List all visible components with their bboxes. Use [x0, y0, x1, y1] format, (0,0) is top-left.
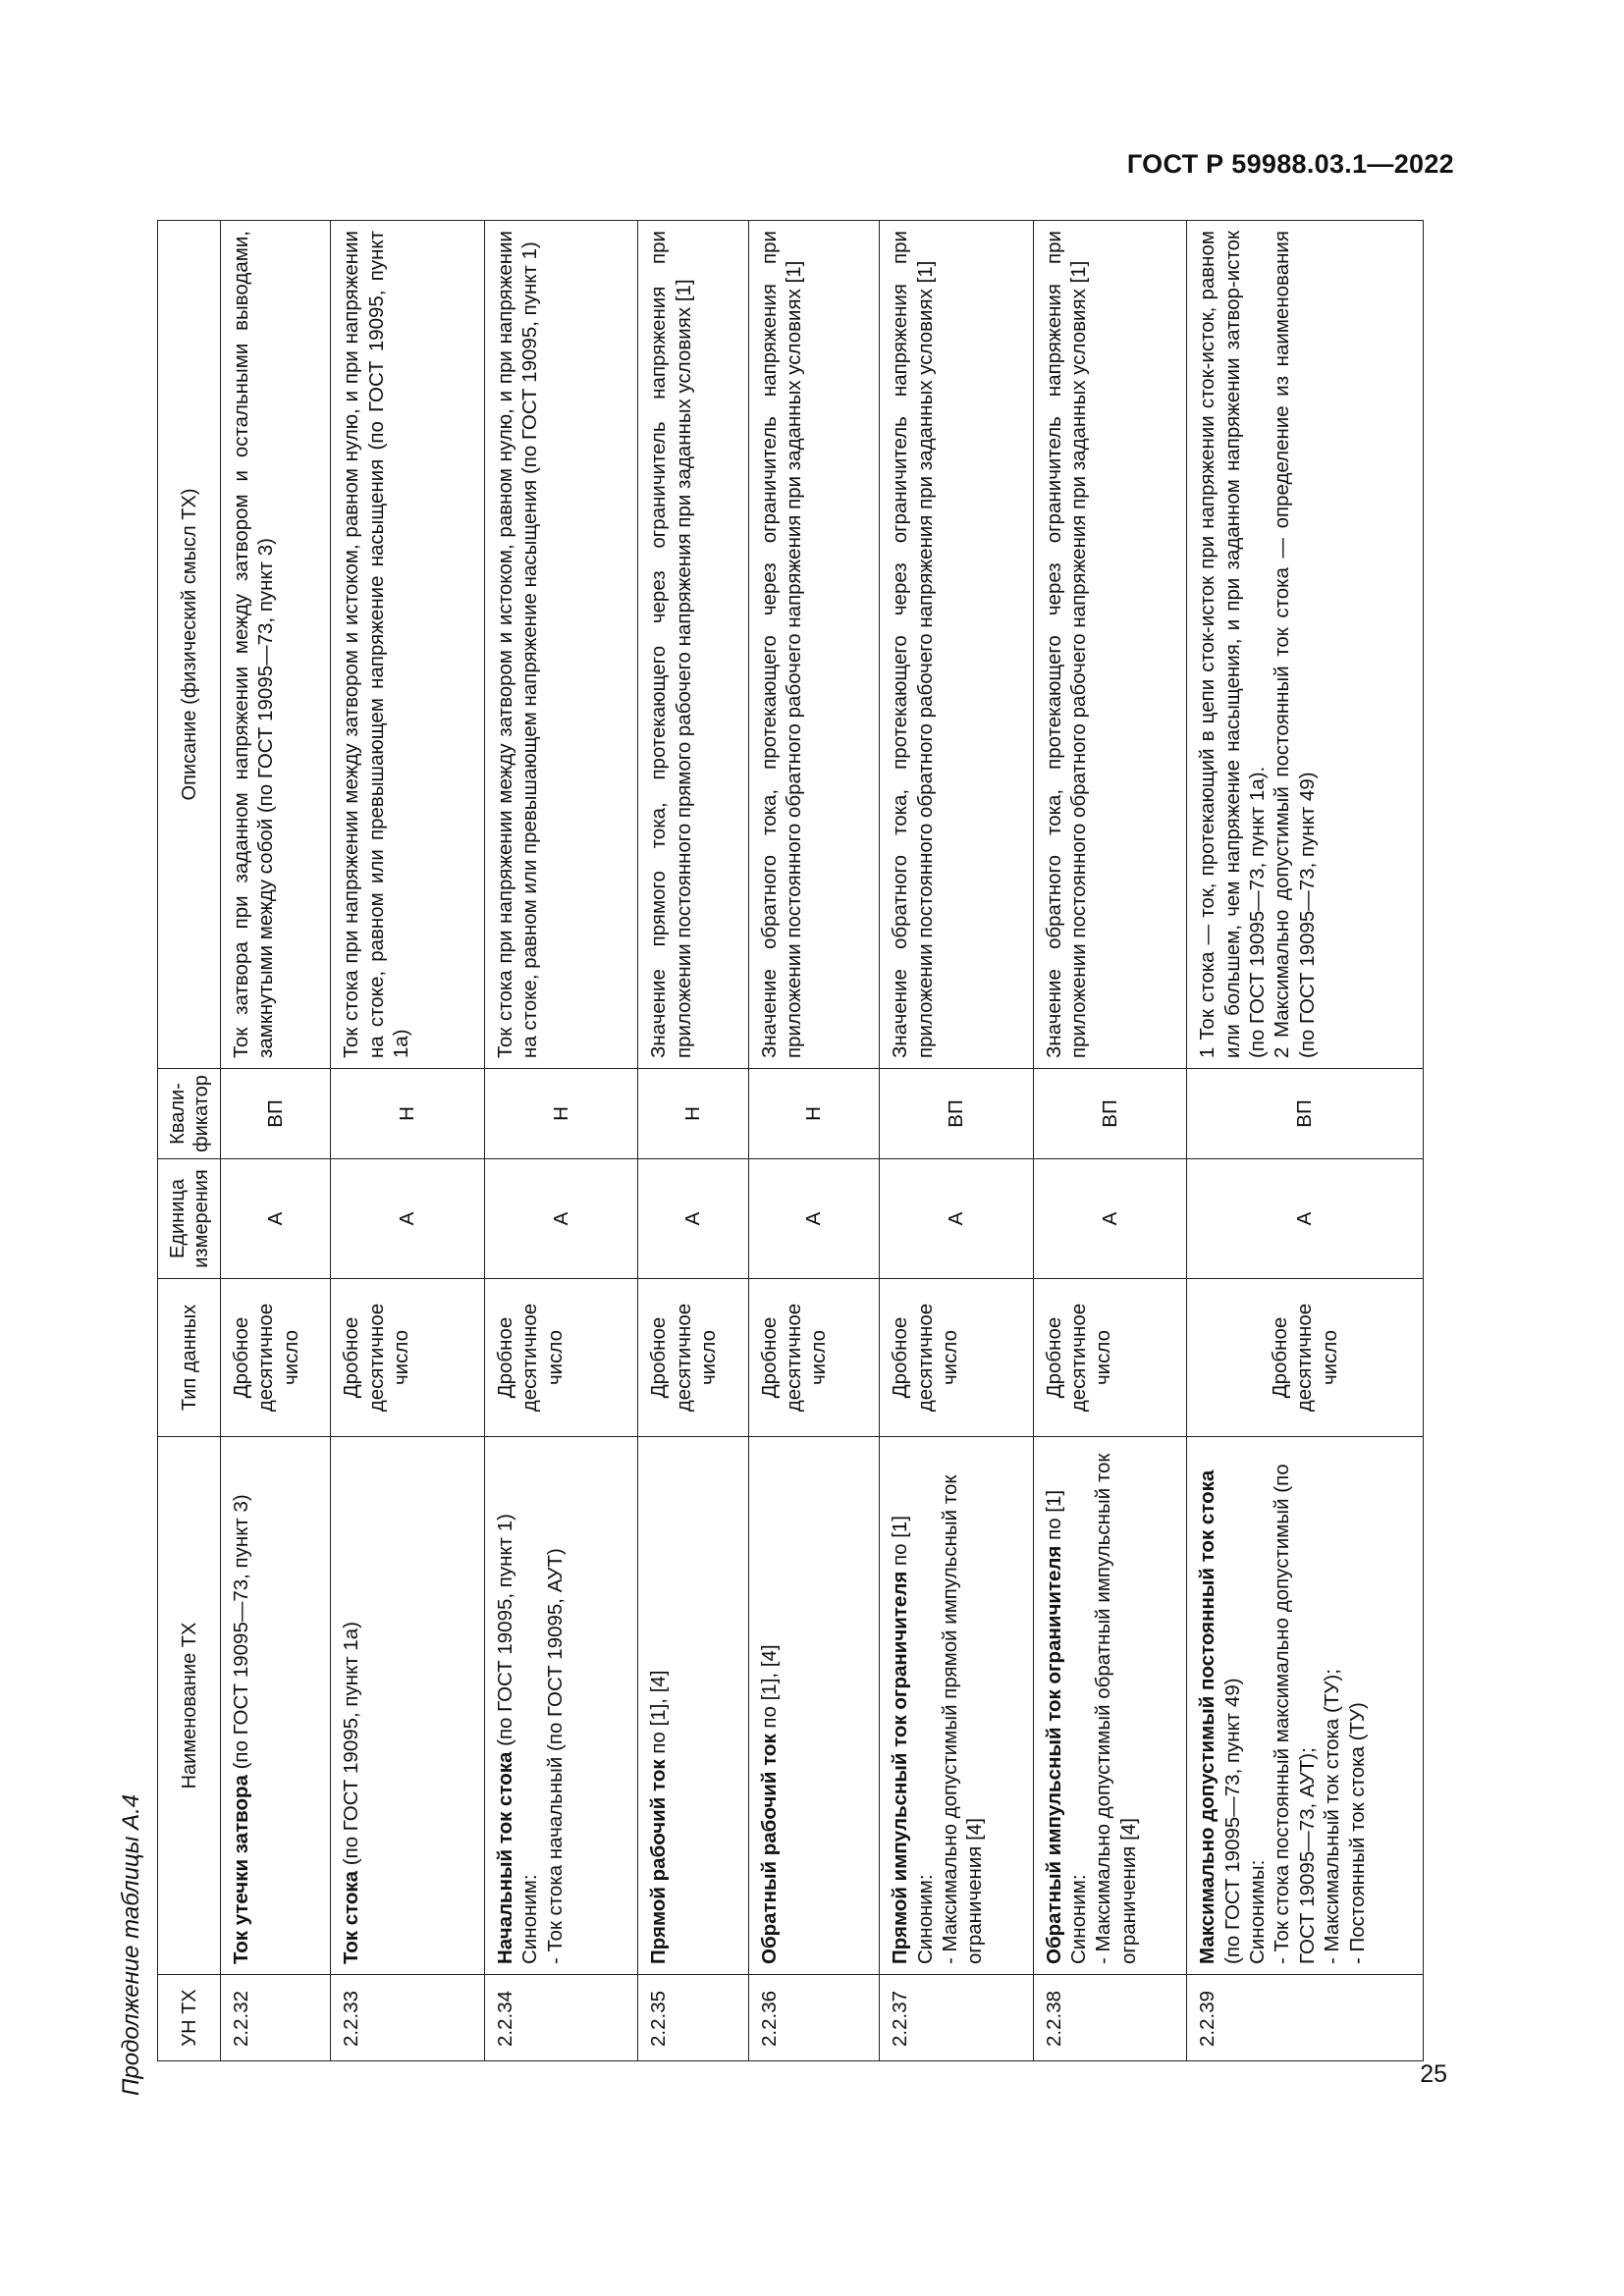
cell-qualifier: ВП: [1187, 1069, 1424, 1159]
cell-type: Дробное десятичное число: [221, 1279, 331, 1437]
description-paragraph: 2 Максимально допустимый постоянный ток стока — определение из наименования (по ГОСТ 19095—73, пункт 49): [1271, 231, 1319, 1058]
cell-qualifier: Н: [484, 1069, 638, 1159]
document-header-id: ГОСТ Р 59988.03.1—2022: [1126, 149, 1454, 179]
name-bold: Начальный ток стока: [493, 1751, 516, 1964]
description-paragraph: Ток стока при напряжении между затвором и истоком, равном нулю, и при напряжении на стоке, равном или превышающем напряжение насыщения (по ГОСТ 19095, пункт 1): [493, 231, 542, 1058]
cell-description: [331, 221, 485, 1069]
name-bold: Прямой рабочий ток: [647, 1759, 671, 1964]
name-bold: Ток утечки затвора: [230, 1775, 252, 1964]
name-bold: Прямой импульсный ток ограничителя: [889, 1571, 912, 1964]
cell-qualifier: Н: [638, 1069, 748, 1159]
col-header-name: Наименование ТХ: [158, 1437, 221, 1975]
col-header-description: Описание (физический смысл ТХ): [158, 221, 221, 1069]
synonym-heading: Синоним:: [518, 1874, 542, 1964]
name-reference: (по ГОСТ 19095, пункт 1): [493, 1514, 516, 1752]
cell-description: [1033, 221, 1187, 1069]
synonym-heading: Синоним:: [1067, 1874, 1091, 1964]
col-header-qualifier: Квали-фикатор: [158, 1069, 221, 1159]
name-bold: Обратный импульсный ток ограничителя: [1042, 1545, 1065, 1964]
table-caption: Продолжение таблицы А.4: [118, 1793, 144, 2096]
name-reference: по [1], [4]: [757, 1644, 781, 1735]
cell-type: Дробное десятичное число: [1187, 1279, 1424, 1437]
cell-id: 2.2.38: [1033, 1975, 1187, 2061]
cell-type: Дробное десятичное число: [484, 1279, 638, 1437]
col-header-type: Тип данных: [158, 1279, 221, 1437]
cell-description: [880, 221, 1034, 1069]
cell-name: [484, 1437, 638, 1975]
description-paragraph: Значение прямого тока, протекающего через ограничитель напряжения при приложении постоянного прямого рабочего напряжения при заданных условиях [1]: [647, 231, 695, 1058]
cell-unit: А: [484, 1159, 638, 1279]
name-bold: Обратный рабочий ток: [757, 1734, 781, 1964]
cell-unit: А: [748, 1159, 880, 1279]
name-reference: по [1]: [889, 1516, 912, 1572]
synonym-item: - Максимально допустимый прямой импульсный ток ограничения [4]: [938, 1474, 987, 1964]
cell-qualifier: ВП: [1033, 1069, 1187, 1159]
cell-name: [1187, 1437, 1424, 1975]
cell-description: [1187, 221, 1424, 1069]
synonym-heading: Синоним:: [913, 1874, 937, 1964]
cell-id: 2.2.32: [221, 1975, 331, 2061]
cell-type: Дробное десятичное число: [880, 1279, 1034, 1437]
table-row: [1187, 221, 1424, 2061]
characteristics-table: [157, 220, 1424, 2061]
col-header-id: УН ТХ: [158, 1975, 221, 2061]
cell-description: [748, 221, 880, 1069]
cell-type: Дробное десятичное число: [331, 1279, 485, 1437]
table-body: [221, 221, 1424, 2061]
cell-id: 2.2.35: [638, 1975, 748, 2061]
cell-type: Дробное десятичное число: [1033, 1279, 1187, 1437]
cell-qualifier: Н: [748, 1069, 880, 1159]
page-number: 25: [1420, 2060, 1447, 2088]
description-paragraph: 1 Ток стока — ток, протекающий в цепи сток-исток при напряжении сток-исток, равном или большем, чем напряжение насыщения, и при заданном напряжении затвор-исток (по ГОСТ 19095—73, пункт 1а).: [1196, 231, 1269, 1058]
cell-unit: А: [1187, 1159, 1424, 1279]
table-header-row: [158, 221, 221, 2061]
synonym-item: - Ток стока постоянный максимально допустимый (по ГОСТ 19095—73, АУТ);: [1271, 1464, 1319, 1964]
table-row: [880, 221, 1034, 2061]
cell-name: [748, 1437, 880, 1975]
cell-unit: А: [331, 1159, 485, 1279]
synonym-item: - Постоянный ток стока (ТУ): [1345, 1702, 1369, 1964]
name-reference: (по ГОСТ 19095, пункт 1а): [340, 1621, 363, 1871]
description-paragraph: Значение обратного тока, протекающего через ограничитель напряжения при приложении постоянного обратного рабочего напряжения при заданных условиях [1]: [1042, 231, 1091, 1058]
cell-unit: А: [221, 1159, 331, 1279]
table-row: [221, 221, 331, 2061]
col-header-unit: Единица измерения: [158, 1159, 221, 1279]
cell-name: [1033, 1437, 1187, 1975]
cell-id: 2.2.39: [1187, 1975, 1424, 2061]
cell-unit: А: [638, 1159, 748, 1279]
name-bold: Максимально допустимый постоянный ток стока: [1196, 1469, 1219, 1964]
description-paragraph: Ток стока при напряжении между затвором и истоком, равном нулю, и при напряжении на стоке, равном или превышающем напряжение насыщения (по ГОСТ 19095, пункт 1а): [340, 231, 413, 1058]
description-paragraph: Ток затвора при заданном напряжении между затвором и остальными выводами, замкнутыми между собой (по ГОСТ 19095—73, пункт 3): [230, 231, 278, 1058]
cell-id: 2.2.36: [748, 1975, 880, 2061]
cell-id: 2.2.37: [880, 1975, 1034, 2061]
cell-type: Дробное десятичное число: [748, 1279, 880, 1437]
cell-description: [221, 221, 331, 1069]
name-reference: по [1]: [1042, 1489, 1065, 1546]
table-row: [331, 221, 485, 2061]
description-paragraph: Значение обратного тока, протекающего через ограничитель напряжения при приложении постоянного обратного рабочего напряжения при заданных условиях [1]: [889, 231, 937, 1058]
cell-name: [221, 1437, 331, 1975]
cell-qualifier: Н: [331, 1069, 485, 1159]
cell-name: [331, 1437, 485, 1975]
cell-qualifier: ВП: [221, 1069, 331, 1159]
table-row: [748, 221, 880, 2061]
synonym-heading: Синонимы:: [1245, 1859, 1269, 1964]
cell-qualifier: ВП: [880, 1069, 1034, 1159]
cell-name: [880, 1437, 1034, 1975]
table-row: [638, 221, 748, 2061]
cell-unit: А: [880, 1159, 1034, 1279]
name-reference: (по ГОСТ 19095—73, пункт 3): [230, 1494, 252, 1776]
table-row: [1033, 221, 1187, 2061]
synonym-item: - Максимальный ток стока (ТУ);: [1321, 1669, 1344, 1964]
description-paragraph: Значение обратного тока, протекающего через ограничитель напряжения при приложении постоянного обратного рабочего напряжения при заданных условиях [1]: [757, 231, 805, 1058]
cell-type: Дробное десятичное число: [638, 1279, 748, 1437]
table-row: [484, 221, 638, 2061]
cell-description: [638, 221, 748, 1069]
name-reference: (по ГОСТ 19095—73, пункт 49): [1220, 1678, 1244, 1964]
name-bold: Ток стока: [340, 1870, 363, 1964]
cell-id: 2.2.34: [484, 1975, 638, 2061]
cell-name: [638, 1437, 748, 1975]
synonym-item: - Максимально допустимый обратный импульсный ток ограничения [4]: [1092, 1453, 1140, 1964]
cell-unit: А: [1033, 1159, 1187, 1279]
rotated-table-block: [108, 221, 1424, 2096]
cell-id: 2.2.33: [331, 1975, 485, 2061]
synonym-item: - Ток стока начальный (по ГОСТ 19095, АУТ): [543, 1548, 567, 1964]
cell-description: [484, 221, 638, 1069]
name-reference: по [1], [4]: [647, 1670, 671, 1760]
